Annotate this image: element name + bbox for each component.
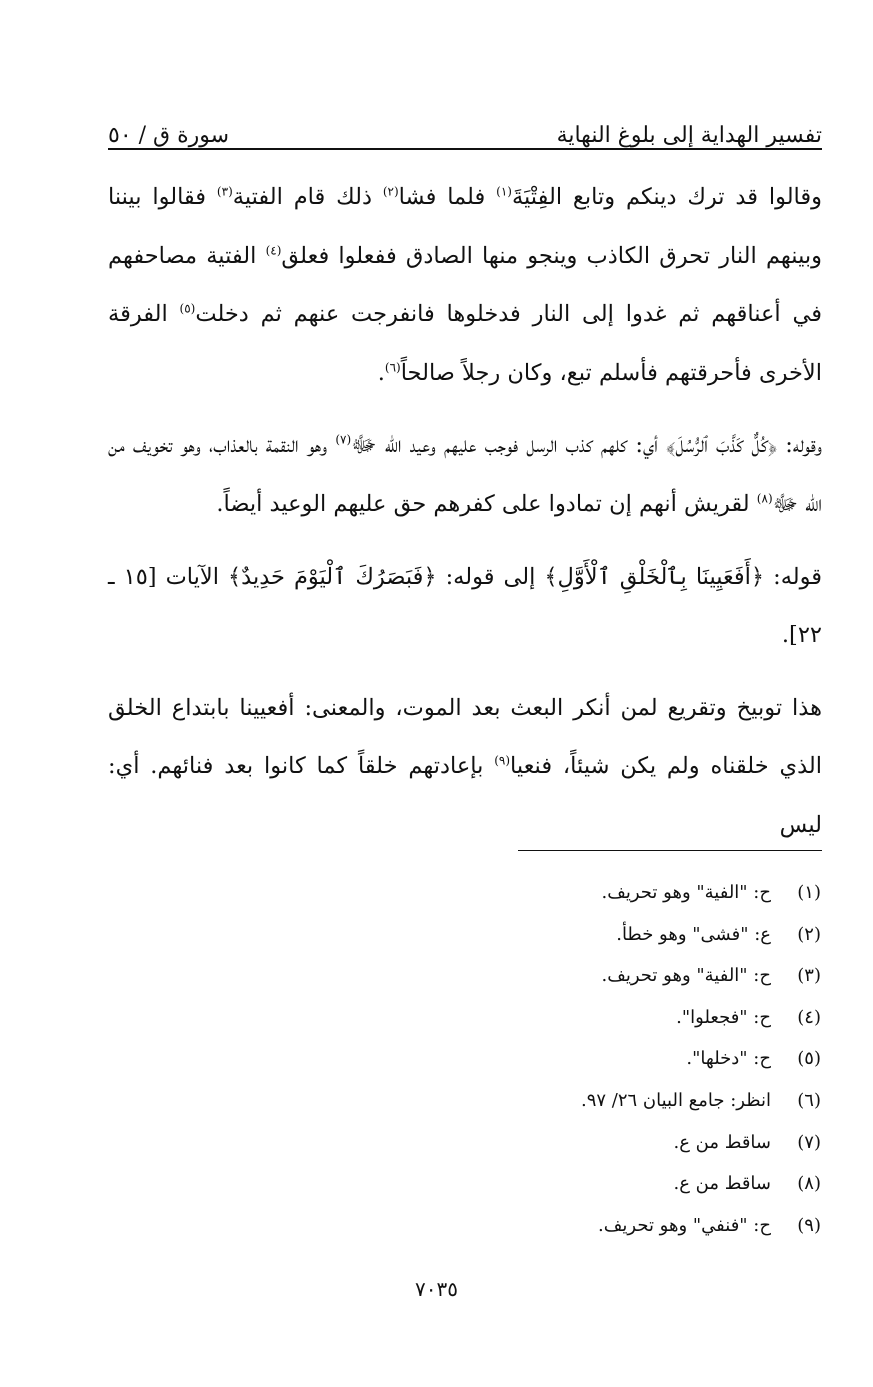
paragraph — [108, 168, 822, 402]
footnote-separator — [518, 850, 822, 851]
text-run: بإعادتهم خلقاً كما كانوا بعد فنائهم. أي: ليس — [108, 753, 822, 838]
paragraph — [108, 679, 822, 855]
footnote-ref: (٥) — [179, 301, 196, 316]
footnote-ref: (١) — [496, 184, 512, 199]
footnote-text: ح: "الفية" وهو تحريف. — [601, 965, 771, 987]
footnote-number: (٤) — [797, 1006, 821, 1028]
footnote-item — [421, 914, 821, 956]
footnote-number: (٩) — [797, 1214, 821, 1236]
paragraph — [108, 548, 822, 665]
text-run: لقريش أنهم إن تمادوا على كفرهم حق عليهم الوعيد أيضاً. — [216, 490, 757, 517]
footnote-text: انظر: جامع البيان ٢٦/ ٩٧. — [580, 1089, 771, 1111]
surah-label: سورة ق / ٥٠ — [108, 123, 230, 148]
footnote-text: ح: "دخلها". — [686, 1048, 771, 1070]
header-rule — [108, 148, 822, 150]
footnote-item — [421, 1205, 821, 1247]
footnote-number: (٨) — [797, 1173, 821, 1195]
footnotes — [421, 872, 821, 1246]
footnote-text: ح: "الفية" وهو تحريف. — [601, 882, 771, 903]
footnote-item — [421, 1038, 821, 1080]
footnote-item — [421, 1122, 821, 1164]
paragraph-gap — [108, 665, 822, 679]
footnote-item — [421, 1163, 821, 1205]
footnote-item — [421, 1080, 821, 1122]
footnote-ref: (٨) — [756, 491, 773, 506]
text-run: هذا توبيخ وتقريع لمن أنكر البعث بعد الموت، والمعنى: أفعيينا بابتداع الخلق الذي خلقناه ولم يكن شيئاً، فنعيا — [108, 694, 822, 780]
footnote-ref: (٦) — [384, 360, 401, 375]
footnote-ref: (٣) — [216, 184, 233, 199]
page-number: ٧٠٣٥ — [415, 1277, 458, 1301]
footnote-text: ساقط من ع. — [673, 1173, 771, 1195]
footnote-number: (١) — [797, 882, 821, 903]
running-header — [108, 108, 822, 148]
paragraph-gap — [108, 534, 822, 548]
footnote-text: ع: "فشى" وهو خطأ. — [616, 923, 771, 945]
footnote-number: (٣) — [797, 965, 821, 987]
text-run: فقالوا بيننا وبينهم النار تحرق الكاذب وينجو منها الصادق ففعلوا فعلق — [108, 184, 822, 269]
main-text — [108, 168, 822, 855]
footnote-item — [421, 872, 821, 914]
text-run: ذلك قام الفتية — [232, 184, 383, 210]
paragraph — [108, 416, 822, 533]
text-run: الفرقة الأخرى فأحرقتهم فأسلم تبع، وكان رجلاً صالحاً — [108, 301, 822, 386]
footnote-text: ح: "فجعلوا". — [676, 1006, 771, 1028]
text-run: فلما فشا — [398, 184, 497, 210]
footnote-item — [421, 955, 821, 997]
footnote-text: ح: "فنفي" وهو تحريف. — [598, 1214, 771, 1236]
text-run: . — [377, 359, 385, 386]
text-run: قوله: ﴿أَفَعَيِينَا بِٱلْخَلْقِ ٱلْأَوَّلِ﴾ إلى قوله: ﴿فَبَصَرُكَ ٱلْيَوْمَ حَدِيدٌ﴾ الآيات [١٥ ـ ٢٢]. — [108, 563, 822, 649]
footnote-ref: (٤) — [265, 243, 282, 258]
text-run: وقالوا قد ترك دينكم وتابع الفِتْيَةَ — [511, 184, 823, 210]
text-run: وقوله: ﴿كُلٌّ كَذَّبَ ٱلرُّسُلَ﴾ أي: كلهم كذب الرسل فوجب عليهم وعيد الله ﷻ — [351, 432, 822, 459]
footnote-number: (٧) — [797, 1131, 821, 1153]
footnote-ref: (٢) — [382, 184, 399, 199]
footnote-number: (٢) — [797, 923, 821, 945]
text-run: وهو النقمة بالعذاب، وهو تخويف من الله ﷻ — [108, 432, 822, 517]
footnote-number: (٦) — [797, 1089, 821, 1111]
book-title: تفسير الهداية إلى بلوغ النهاية — [556, 123, 822, 148]
footnote-ref: (٩) — [494, 753, 511, 768]
paragraph-gap — [108, 402, 822, 416]
footnote-number: (٥) — [797, 1048, 821, 1070]
footnote-text: ساقط من ع. — [673, 1131, 771, 1153]
text-run: الفتية مصاحفهم في أعناقهم ثم غدوا إلى النار فدخلوها فانفرجت عنهم ثم دخلت — [108, 242, 822, 328]
footnote-ref: (٧) — [335, 432, 352, 447]
footnote-item — [421, 997, 821, 1039]
